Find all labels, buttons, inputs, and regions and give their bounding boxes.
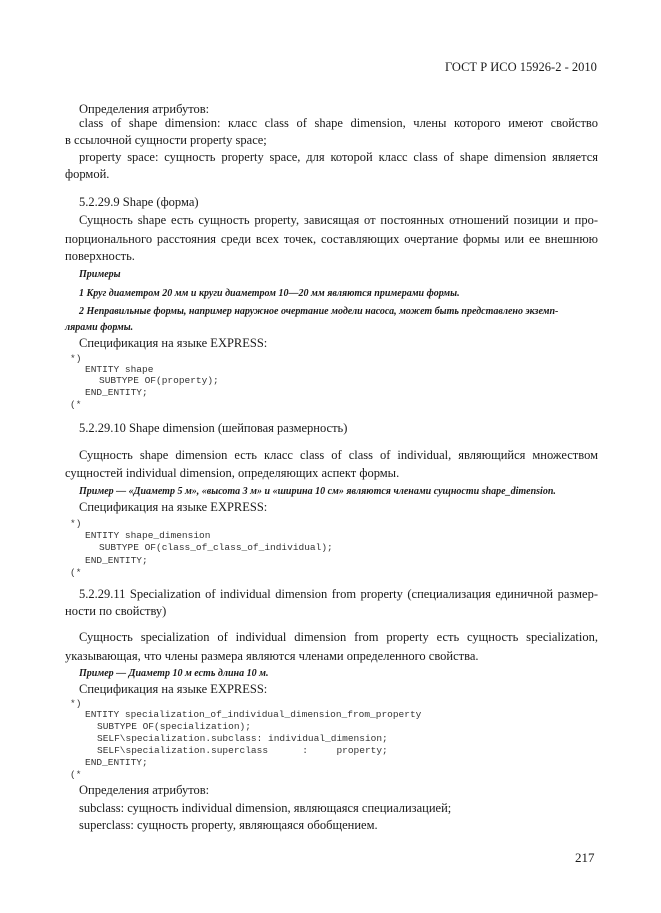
code-line: *) <box>70 518 82 529</box>
section-heading: 5.2.29.9 Shape (форма) <box>79 195 199 209</box>
section-heading: 5.2.29.10 Shape dimension (шейповая размерность) <box>79 421 348 435</box>
code-line: END_ENTITY; <box>85 387 148 398</box>
code-line: (* <box>70 769 82 780</box>
attr-def-line: superclass: сущность property, являющаяся обобщением. <box>79 818 378 832</box>
example-text: лярами формы. <box>65 322 134 333</box>
express-label: Спецификация на языке EXPRESS: <box>79 500 268 514</box>
code-line: (* <box>70 567 82 578</box>
attr-def-line: subclass: сущность individual dimension, являющаяся специализацией; <box>79 801 452 815</box>
code-line: SUBTYPE OF(specialization); <box>97 721 251 732</box>
code-line: *) <box>70 698 82 709</box>
example-text: 2 Неправильные формы, например наружное очертание модели насоса, может быть представлено экземп- <box>79 306 559 317</box>
paragraph-line: Сущность shape dimension есть класс class of class of individual, являющийся множеством <box>79 448 598 462</box>
paragraph-line: порционального расстояния среди всех точек, составляющих очертание формы или ее внешнюю <box>65 232 598 246</box>
example-title: Примеры <box>79 269 121 280</box>
express-label: Спецификация на языке EXPRESS: <box>79 682 268 696</box>
paragraph-line: Сущность specialization of individual dimension from property есть сущность specialization, <box>79 630 598 644</box>
attr-def-line: формой. <box>65 167 110 181</box>
paragraph-line: сущностей individual dimension, определяющих аспект формы. <box>65 466 400 480</box>
code-line: (* <box>70 399 82 410</box>
attr-def-line: property space: сущность property space, для которой класс class of shape dimension является <box>79 150 598 164</box>
attr-defs-heading: Определения атрибутов: <box>79 783 210 797</box>
document-header: ГОСТ Р ИСО 15926-2 - 2010 <box>445 60 597 74</box>
code-line: ENTITY shape <box>85 364 154 375</box>
page-number: 217 <box>575 850 595 865</box>
code-line: SELF\specialization.subclass: individual_dimension; <box>97 733 388 744</box>
code-line: ENTITY specialization_of_individual_dimension_from_property <box>85 709 422 720</box>
example-text: 1 Круг диаметром 20 мм и круги диаметром 10—20 мм являются примерами формы. <box>79 288 460 299</box>
code-line: ENTITY shape_dimension <box>85 530 211 541</box>
code-line: END_ENTITY; <box>85 555 148 566</box>
attr-def-line: в ссылочной сущности property space; <box>65 133 267 147</box>
paragraph-line: поверхность. <box>65 249 135 263</box>
express-label: Спецификация на языке EXPRESS: <box>79 336 268 350</box>
attr-defs-heading: Определения атрибутов: <box>79 102 210 116</box>
code-line: END_ENTITY; <box>85 757 148 768</box>
paragraph-line: указывающая, что члены размера являются членами определенного свойства. <box>65 649 479 663</box>
section-heading: 5.2.29.11 Specialization of individual dimension from property (специализация единичной размер- <box>79 587 598 601</box>
code-line: SUBTYPE OF(class_of_class_of_individual); <box>99 542 333 553</box>
code-line: SELF\specialization.superclass : property; <box>97 745 388 756</box>
example-text: Пример — Диаметр 10 м есть длина 10 м. <box>79 668 269 679</box>
code-line: SUBTYPE OF(property); <box>99 375 219 386</box>
code-line: *) <box>70 353 82 364</box>
section-heading: ности по свойству) <box>65 604 167 618</box>
example-text: Пример — «Диаметр 5 м», «высота 3 м» и «ширина 10 см» являются членами сущности shape_dimension. <box>79 486 556 497</box>
attr-def-line: class of shape dimension: класс class of shape dimension, члены которого имеют свойство <box>79 116 598 130</box>
paragraph-line: Сущность shape есть сущность property, зависящая от постоянных отношений позиции и про- <box>79 213 598 227</box>
